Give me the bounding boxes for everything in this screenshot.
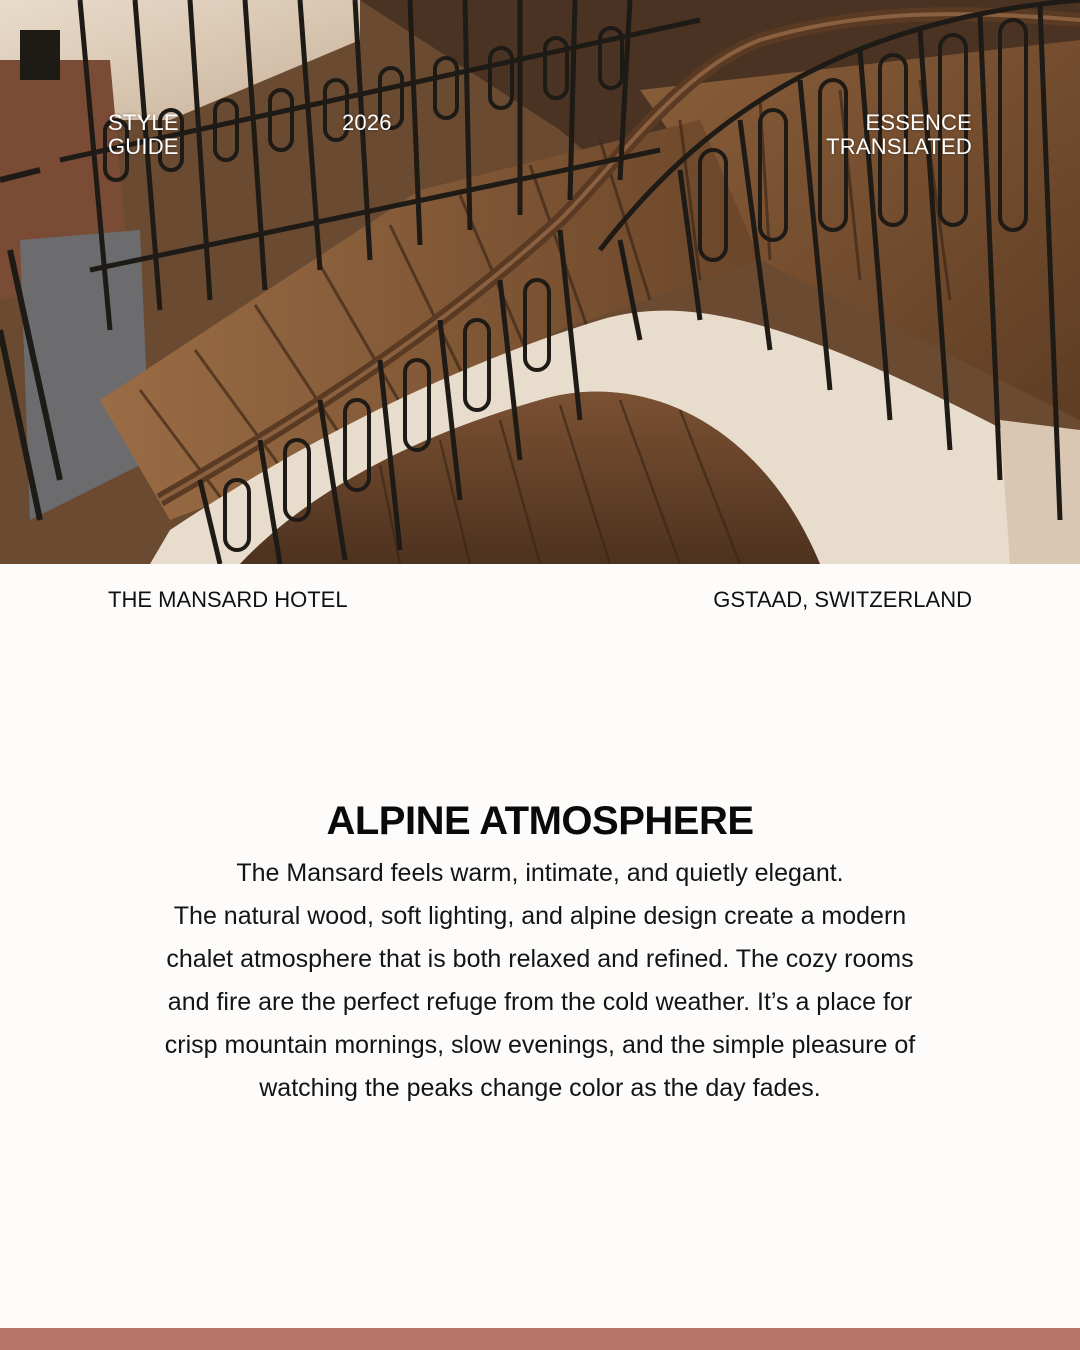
essence-label-line-1: ESSENCE <box>865 110 972 135</box>
body-line-4: and fire are the perfect refuge from the cold weather. It’s a place for <box>167 988 913 1016</box>
section-title: ALPINE ATMOSPHERE <box>326 799 754 843</box>
body-line-6: watching the peaks change color as the day fades. <box>259 1074 821 1102</box>
body-line-3: chalet atmosphere that is both relaxed and refined. The cozy rooms <box>166 945 914 973</box>
body-line-5: crisp mountain mornings, slow evenings, and the simple pleasure of <box>164 1031 916 1059</box>
year-text: 2026 <box>342 110 392 135</box>
body-line-2: The natural wood, soft lighting, and alpine design create a modern <box>173 902 907 930</box>
staircase-photo <box>0 0 1080 564</box>
section-body <box>90 852 990 1110</box>
year-label <box>342 111 392 135</box>
hero-image <box>0 0 1080 564</box>
hotel-location: GSTAAD, SWITZERLAND <box>713 587 972 612</box>
style-guide-label-line-1: STYLE <box>108 110 179 135</box>
essence-label-line-2: TRANSLATED <box>826 134 972 159</box>
essence-translated-label <box>826 111 972 159</box>
style-guide-label-line-2: GUIDE <box>108 134 179 159</box>
meta-row <box>108 587 972 613</box>
footer-accent-bar <box>0 1328 1080 1350</box>
body-line-1: The Mansard feels warm, intimate, and quietly elegant. <box>236 859 844 887</box>
hotel-name: THE MANSARD HOTEL <box>108 587 348 612</box>
style-guide-label <box>108 111 179 159</box>
